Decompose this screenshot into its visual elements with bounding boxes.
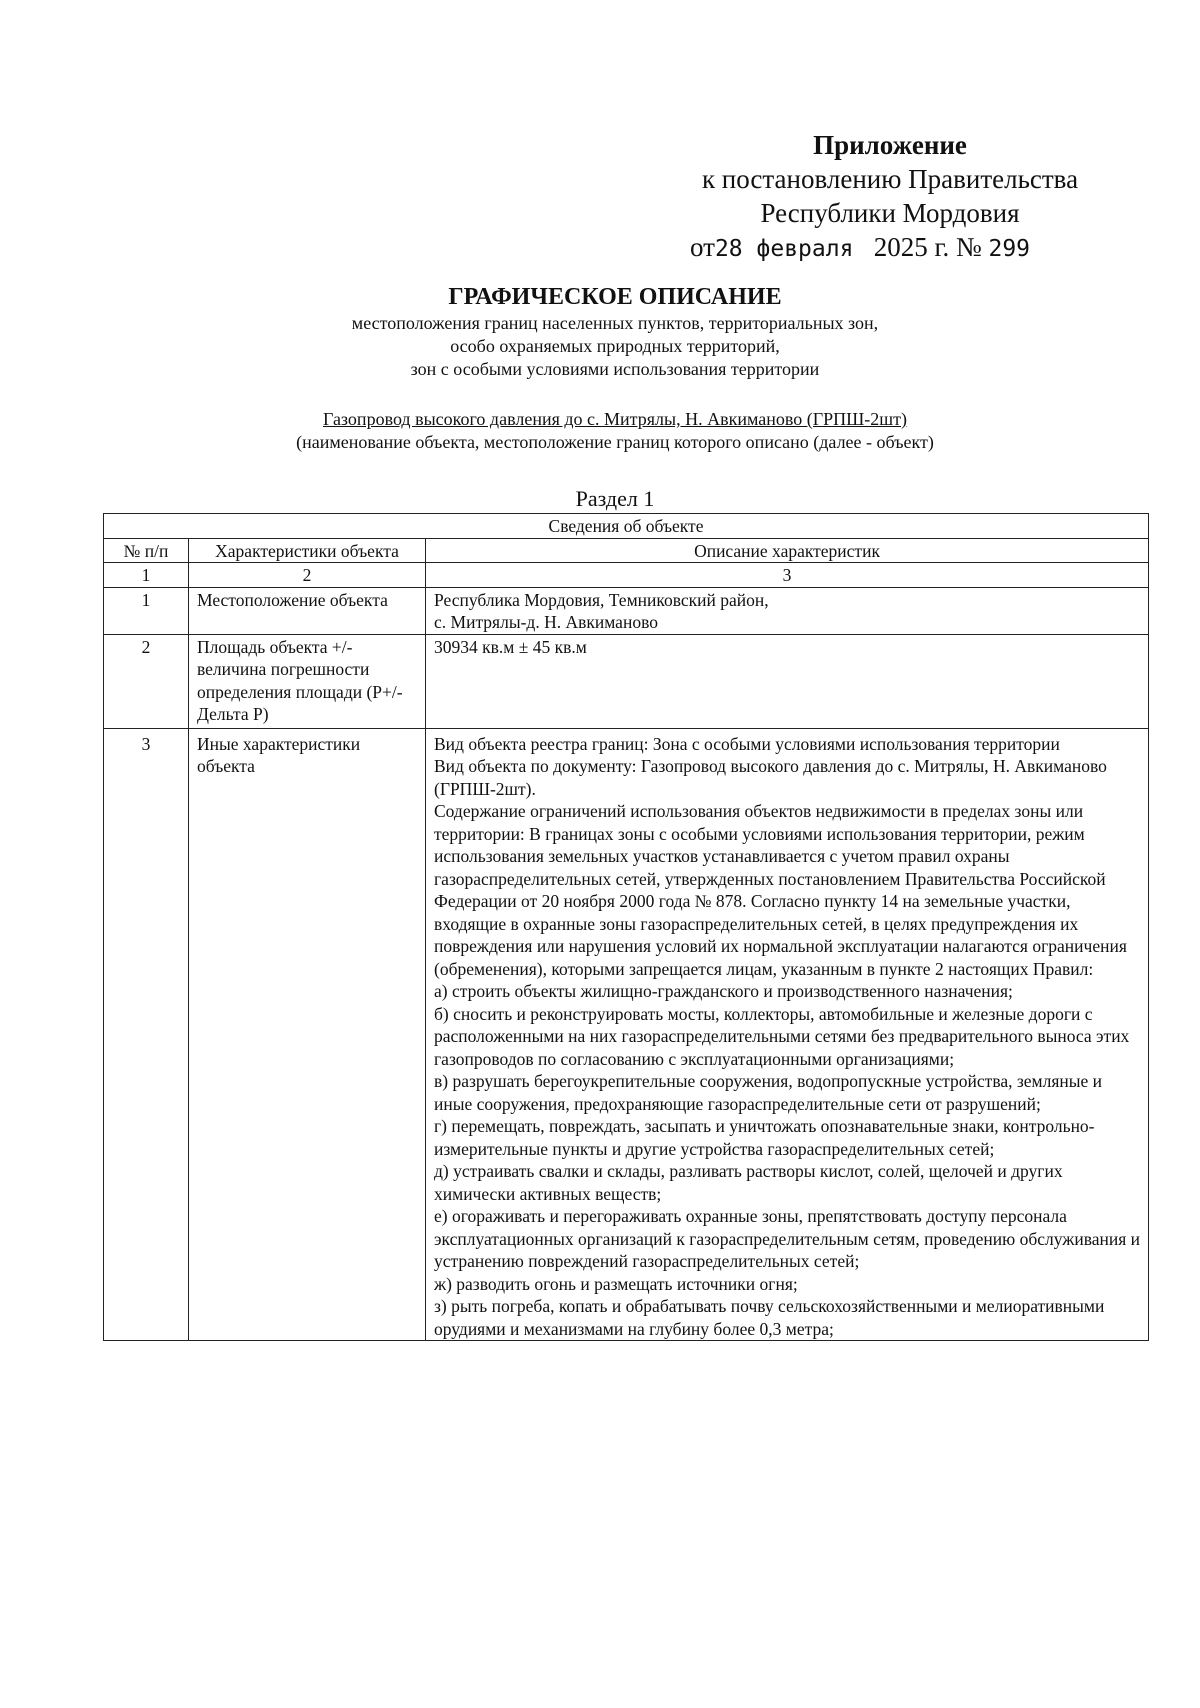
- document-heading: [0, 282, 1200, 381]
- section-title: Раздел 1: [575, 486, 655, 511]
- table-numbering-row: [104, 563, 1149, 588]
- row-description: [426, 634, 1149, 728]
- row-characteristic: Площадь объекта +/- величина погрешности определения площади (Р+/- Дельта Р): [189, 634, 426, 728]
- date-prefix: от: [690, 232, 715, 262]
- description-paragraph: г) перемещать, повреждать, засыпать и уничтожать опознавательные знаки, контрольно-измерительные пункты и другие устройства газораспределительных сетей;: [434, 1116, 1095, 1159]
- table-header-row: [104, 538, 1149, 563]
- appendix-line-2: Республики Мордовия: [760, 198, 1020, 228]
- date-day-month: 28 февраля: [714, 236, 854, 262]
- description-paragraph: д) устраивать свалки и склады, разливать растворы кислот, солей, щелочей и других химически активных веществ;: [434, 1161, 1063, 1204]
- description-paragraph: а) строить объекты жилищно-гражданского и производственного назначения;: [434, 981, 1013, 1001]
- object-name: Газопровод высокого давления до с. Митрялы, Н. Авкиманово (ГРПШ-2шт): [322, 409, 908, 429]
- object-name-caption: (наименование объекта, местоположение границ которого описано (далее - объект): [296, 432, 934, 452]
- description-paragraph: Вид объекта реестра границ: Зона с особыми условиями использования территории: [434, 733, 1060, 754]
- description-paragraph: ж) разводить огонь и размещать источники огня;: [434, 1273, 798, 1294]
- description-paragraph: Содержание ограничений использования объектов недвижимости в пределах зоны или территории: В границах зоны с особыми условиями использования территории, режим использования земельных участков устанавливается с учетом правил охраны газораспределительных сетей, утвержденных постановлением Правительства Российской Федерации от 20 ноября 2000 года № 878. Согласно пункту 14 на земельные участки, входящие в охранные зоны газораспределительных сетей, в целях предупреждения их повреждения или нарушения условий их нормальной эксплуатации налагаются ограничения (обременения), которыми запрещается лицам, указанным в пункте 2 настоящих Правил:: [434, 801, 1127, 979]
- table-caption-row: [104, 514, 1149, 539]
- date-year: 2025 г. №: [873, 232, 982, 262]
- table-caption: Сведения об объекте: [104, 514, 1149, 539]
- table-row: [104, 634, 1149, 728]
- description-paragraph: Вид объекта по документу: Газопровод высокого давления до с. Митрялы, Н. Авкиманово (ГРПШ-2шт).: [434, 756, 1107, 799]
- description-paragraph: е) огораживать и перегораживать охранные зоны, препятствовать доступу персонала эксплуатационных организаций к газораспределительным сетям, проведению обслуживания и устранению повреждений газораспределительных сетей;: [434, 1206, 1141, 1271]
- description-line: 30934 кв.м ± 45 кв.м: [434, 636, 587, 657]
- appendix-line-1: к постановлению Правительства: [701, 164, 1079, 194]
- row-characteristic: Местоположение объекта: [189, 587, 426, 634]
- appendix-title: Приложение: [813, 130, 967, 160]
- row-description: [426, 587, 1149, 634]
- description-paragraph: з) рыть погреба, копать и обрабатывать почву сельскохозяйственными и мелиоративными орудиями и механизмами на глубину более 0,3 метра;: [434, 1296, 1105, 1339]
- object-name-block: [0, 408, 1200, 454]
- table-row: [104, 587, 1149, 634]
- row-number: 3: [104, 728, 189, 1341]
- numbering-cell: 3: [426, 563, 1149, 588]
- description-line: Республика Мордовия, Темниковский район,: [434, 589, 769, 610]
- description-line: с. Митрялы-д. Н. Авкиманово: [434, 612, 658, 632]
- row-description: [426, 728, 1149, 1341]
- row-number: 2: [104, 634, 189, 728]
- numbering-cell: 1: [104, 563, 189, 588]
- document-title: ГРАФИЧЕСКОЕ ОПИСАНИЕ: [448, 284, 782, 310]
- table-row: [104, 728, 1149, 1341]
- document-subtitle-1: местоположения границ населенных пунктов, территориальных зон,: [351, 313, 879, 333]
- document-subtitle-3: зон с особыми условиями использования территории: [410, 359, 820, 379]
- appendix-date: [660, 230, 1120, 266]
- row-number: 1: [104, 587, 189, 634]
- row-characteristic: Иные характеристики объекта: [189, 728, 426, 1341]
- header-number: № п/п: [104, 538, 189, 563]
- document-subtitle-2: особо охраняемых природных территорий,: [450, 336, 780, 356]
- description-paragraph: в) разрушать берегоукрепительные сооружения, водопропускные устройства, земляные и иные сооружения, предохраняющие газораспределительные сети от разрушений;: [434, 1071, 1103, 1114]
- object-info-table: [103, 513, 1149, 1341]
- doc-number: 299: [988, 236, 1031, 262]
- description-paragraph: б) сносить и реконструировать мосты, коллекторы, автомобильные и железные дороги с расположенными на них газораспределительными сетями без предварительного выноса этих газопроводов по согласованию с эксплуатационными организациями;: [434, 1003, 1130, 1069]
- appendix-block: [660, 128, 1120, 266]
- numbering-cell: 2: [189, 563, 426, 588]
- header-characteristic: Характеристики объекта: [189, 538, 426, 563]
- header-description: Описание характеристик: [426, 538, 1149, 563]
